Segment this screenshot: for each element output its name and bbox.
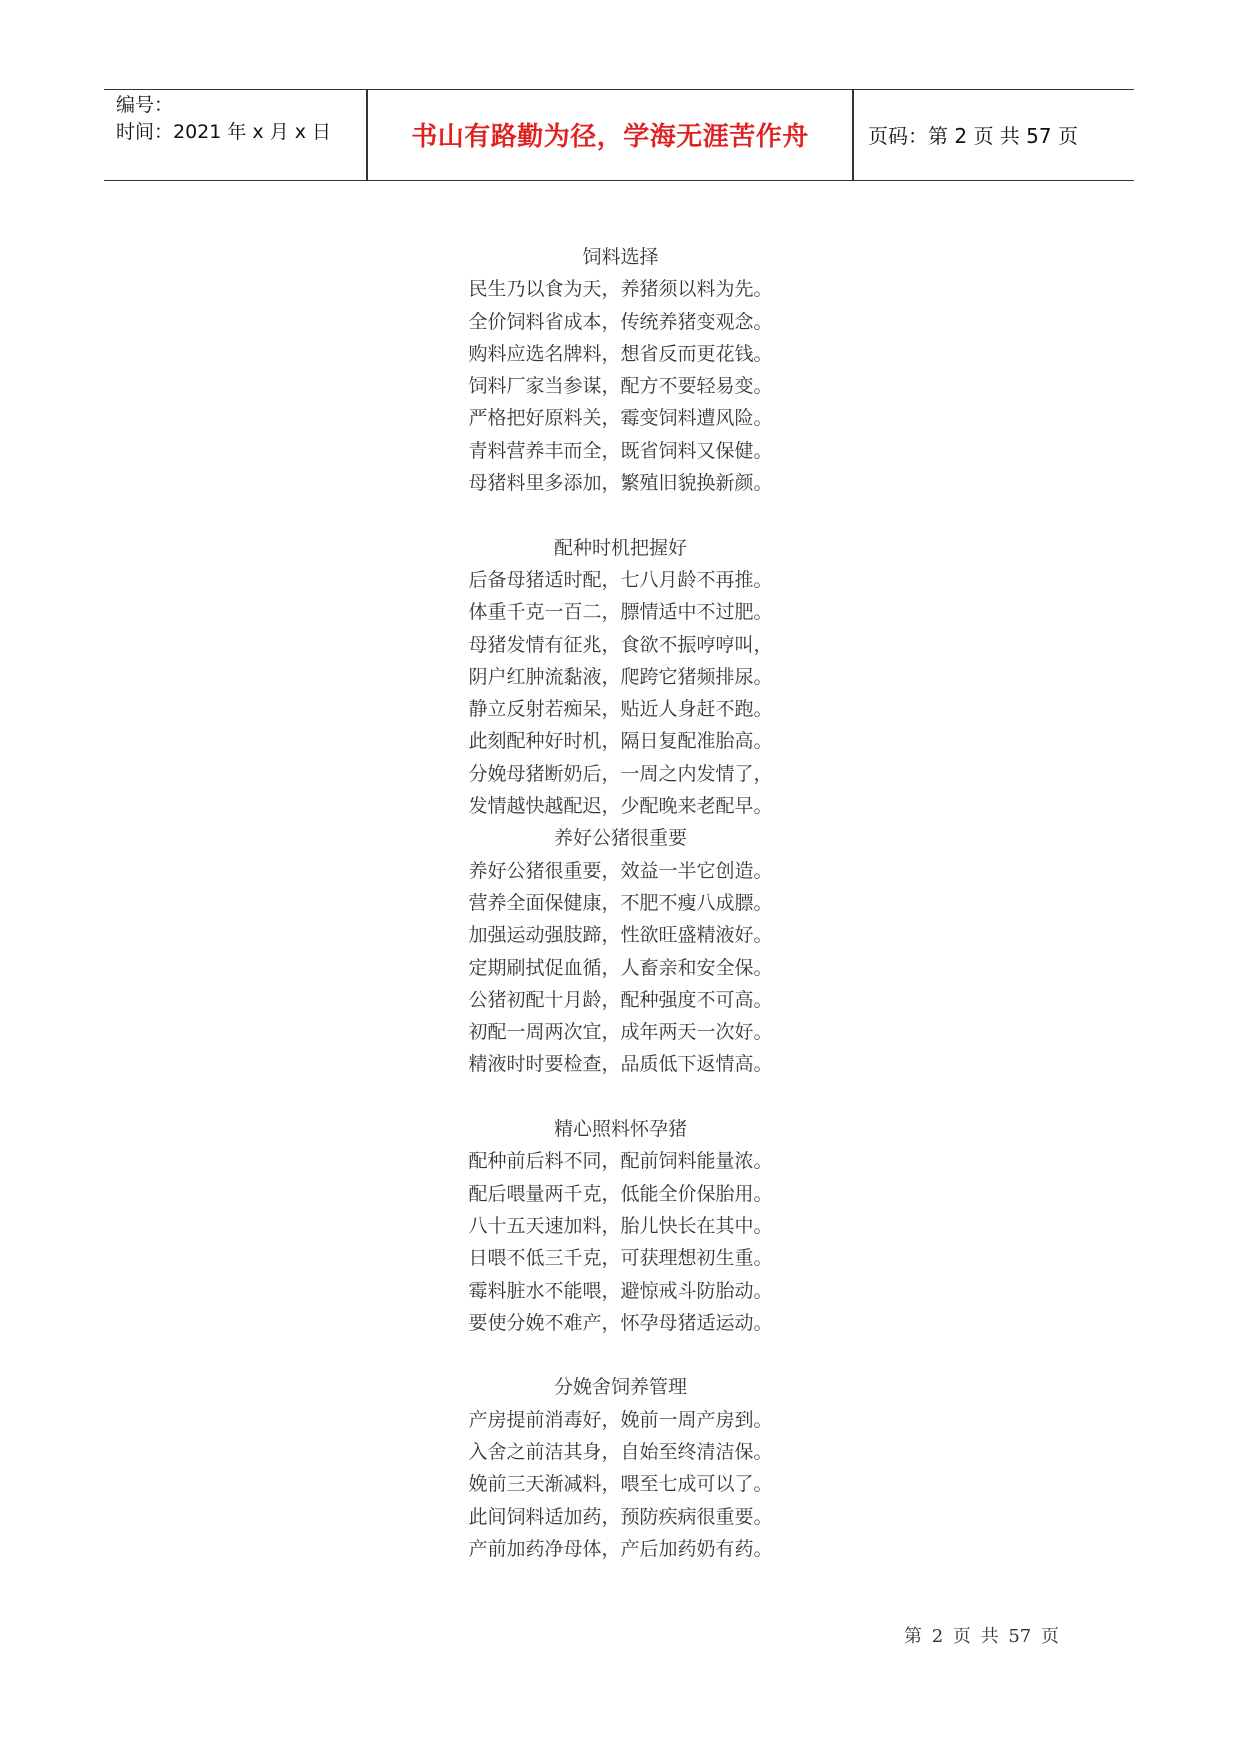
page-header [104,89,1134,181]
poem-line: 母猪料里多添加，繁殖旧貌换新颜。 [468,472,773,495]
section-gap [0,1081,1241,1113]
section-title: 精心照料怀孕猪 [553,1118,687,1141]
poem-line: 此刻配种好时机，隔日复配准胎高。 [468,730,773,753]
document-body [0,241,1241,1565]
poem-line: 日喂不低三千克，可获理想初生重。 [468,1247,773,1270]
section-title: 配种时机把握好 [553,536,687,559]
page-footer: 第 2 页 共 57 页 [904,1626,1059,1647]
poem-line: 阴户红肿流黏液，爬跨它猪频排尿。 [468,665,773,688]
header-page-label: 页码：第 2 页 共 57 页 [868,124,1078,148]
poem-line: 入舍之前洁其身，自始至终清洁保。 [468,1440,773,1463]
poem-line: 霉料脏水不能喂，避惊戒斗防胎动。 [468,1279,773,1302]
poem-line: 营养全面保健康，不肥不瘦八成膘。 [468,891,773,914]
poem-line: 定期刷拭促血循，人畜亲和安全保。 [468,956,773,979]
poem-line: 购料应选名牌料，想省反而更花钱。 [468,342,773,365]
poem-line: 娩前三天渐减料，喂至七成可以了。 [468,1473,773,1496]
poem-line: 此间饲料适加药，预防疾病很重要。 [468,1505,773,1528]
poem-line: 八十五天速加料，胎儿快长在其中。 [468,1214,773,1237]
poem-line: 精液时时要检查，品质低下返情高。 [468,1053,773,1076]
section-gap [0,499,1241,531]
section-title: 分娩舍饲养管理 [553,1376,687,1399]
poem-line: 产房提前消毒好，娩前一周产房到。 [468,1408,773,1431]
poem-line: 严格把好原料关，霉变饲料遭风险。 [468,407,773,430]
poem-line: 民生乃以食为天，养猪须以料为先。 [468,278,773,301]
section-title: 养好公猪很重要 [553,827,687,850]
section-title: 饲料选择 [582,246,659,268]
section-pregnant-sow-care [0,1113,1241,1339]
section-gap [0,1339,1241,1371]
header-meta [116,92,331,146]
section-farrowing-management [0,1371,1241,1565]
poem-line: 初配一周两次宜，成年两天一次好。 [468,1021,773,1044]
number-label: 编号： [116,94,174,116]
section-boar-care [0,822,1241,1080]
poem-line: 产前加药净母体，产后加药奶有药。 [468,1537,773,1560]
time-label: 时间：2021 年 x 月 x 日 [116,121,332,143]
poem-line: 要使分娩不难产，怀孕母猪适运动。 [468,1311,773,1334]
poem-line: 全价饲料省成本，传统养猪变观念。 [468,310,773,333]
header-motto: 书山有路勤为径，学海无涯苦作舟 [411,122,809,152]
poem-line: 养好公猪很重要，效益一半它创造。 [468,859,773,882]
poem-line: 母猪发情有征兆，食欲不振哼哼叫， [468,633,773,656]
poem-line: 配种前后料不同，配前饲料能量浓。 [468,1150,773,1173]
poem-line: 体重千克一百二，膘情适中不过肥。 [468,601,773,624]
section-breeding-timing [0,532,1241,823]
poem-line: 饲料厂家当参谋，配方不要轻易变。 [468,375,773,398]
poem-line: 后备母猪适时配，七八月龄不再推。 [468,568,773,591]
poem-line: 加强运动强肢蹄，性欲旺盛精液好。 [468,924,773,947]
poem-line: 分娩母猪断奶后，一周之内发情了， [468,762,773,785]
poem-line: 发情越快越配迟，少配晚来老配早。 [468,795,773,818]
poem-line: 配后喂量两千克，低能全价保胎用。 [468,1182,773,1205]
section-feed-selection [0,241,1241,499]
poem-line: 公猪初配十月龄，配种强度不可高。 [468,988,773,1011]
poem-line: 静立反射若痴呆，贴近人身赶不跑。 [468,698,773,721]
poem-line: 青料营养丰而全，既省饲料又保健。 [468,439,773,462]
